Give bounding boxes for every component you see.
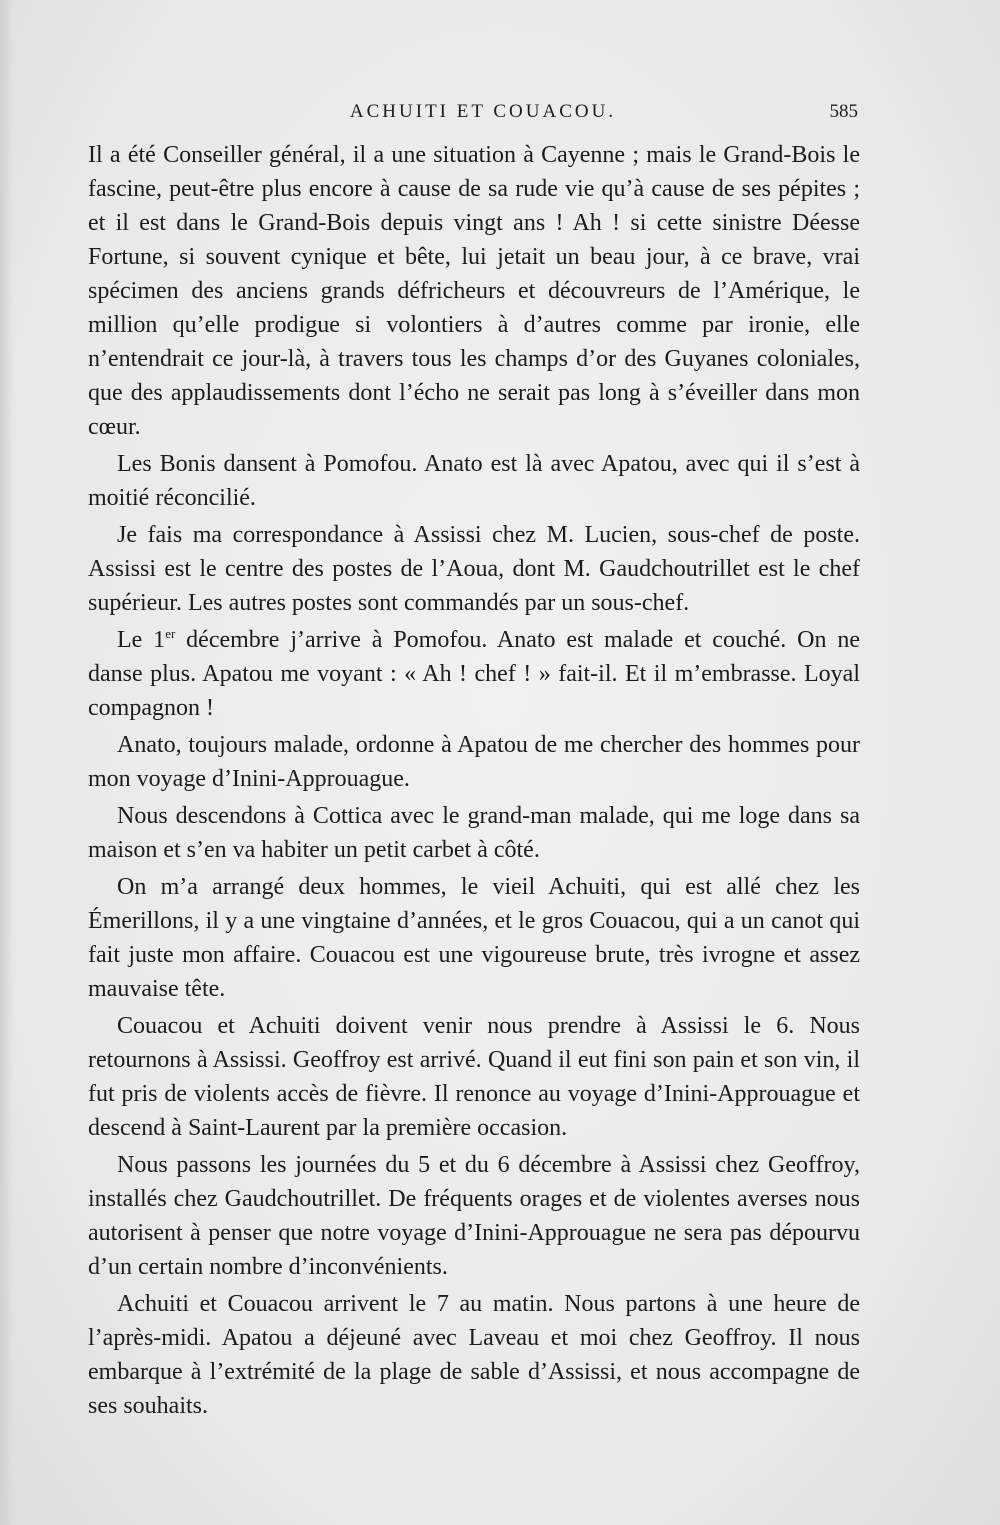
paragraph: Nous descendons à Cottica avec le grand-man malade, qui me loge dans sa maison et s’en va habiter un petit carbet à côté.	[88, 803, 860, 863]
paragraph: Anato, toujours malade, ordonne à Apatou de me chercher des hommes pour mon voyage d’Inini-Approuague.	[88, 732, 860, 792]
running-title: ACHUITI ET COUACOU.	[349, 101, 617, 122]
page-gutter-shadow	[0, 0, 14, 1525]
paragraph: Les Bonis dansent à Pomofou. Anato est là avec Apatou, avec qui il s’est à moitié réconcilié.	[88, 451, 860, 511]
dated-paragraph-text: décembre j’arrive à Pomofou. Anato est malade et couché. On ne danse plus. Apatou me voyant : « Ah ! chef ! » fait-il. Et il m’embrasse. Loyal compagnon !	[88, 627, 860, 721]
date-prefix: Le 1	[117, 627, 166, 653]
paragraph: Je fais ma correspondance à Assissi chez M. Lucien, sous-chef de poste. Assissi est le centre des postes de l’Aoua, dont M. Gaudchoutrillet est le chef supérieur. Les autres postes sont commandés par un sous-chef.	[88, 522, 860, 616]
body-text	[88, 138, 860, 1426]
page-number: 585	[829, 101, 858, 122]
paragraph: Couacou et Achuiti doivent venir nous prendre à Assissi le 6. Nous retournons à Assissi. Geoffroy est arrivé. Quand il eut fini son pain et son vin, il fut pris de violents accès de fièvre. Il renonce au voyage d’Inini-Approuague et descend à Saint-Laurent par la première occasion.	[88, 1013, 860, 1141]
paragraph: Achuiti et Couacou arrivent le 7 au matin. Nous partons à une heure de l’après-midi. Apatou a déjeuné avec Laveau et moi chez Geoffroy. Il nous embarque à l’extrémité de la plage de sable d’Assissi, et nous accompagne de ses souhaits.	[88, 1291, 860, 1419]
paragraph: Nous passons les journées du 5 et du 6 décembre à Assissi chez Geoffroy, installés chez Gaudchoutrillet. De fréquents orages et de violentes averses nous autorisent à penser que notre voyage d’Inini-Approuague ne sera pas dépourvu d’un certain nombre d’inconvénients.	[88, 1152, 860, 1280]
ordinal-superscript: er	[165, 626, 176, 641]
dated-paragraph	[88, 623, 860, 725]
paragraph: On m’a arrangé deux hommes, le vieil Achuiti, qui est allé chez les Émerillons, il y a une vingtaine d’années, et le gros Couacou, qui a un canot qui fait juste mon affaire. Couacou est une vigoureuse brute, très ivrogne et assez mauvaise tête.	[88, 874, 860, 1002]
paragraph: Il a été Conseiller général, il a une situation à Cayenne ; mais le Grand-Bois le fascine, peut-être plus encore à cause de sa rude vie qu’à cause de ses pépites ; et il est dans le Grand-Bois depuis vingt ans ! Ah ! si cette sinistre Déesse Fortune, si souvent cynique et bête, lui jetait un beau jour, à ce brave, vrai spécimen des anciens grands défricheurs et découvreurs de l’Amérique, le million qu’elle prodigue si volontiers à d’autres comme par ironie, elle n’entendrait ce jour-là, à travers tous les champs d’or des Guyanes coloniales, que des applaudissements dont l’écho ne serait pas long à s’éveiller dans mon cœur.	[88, 142, 860, 440]
page-header	[88, 101, 858, 131]
